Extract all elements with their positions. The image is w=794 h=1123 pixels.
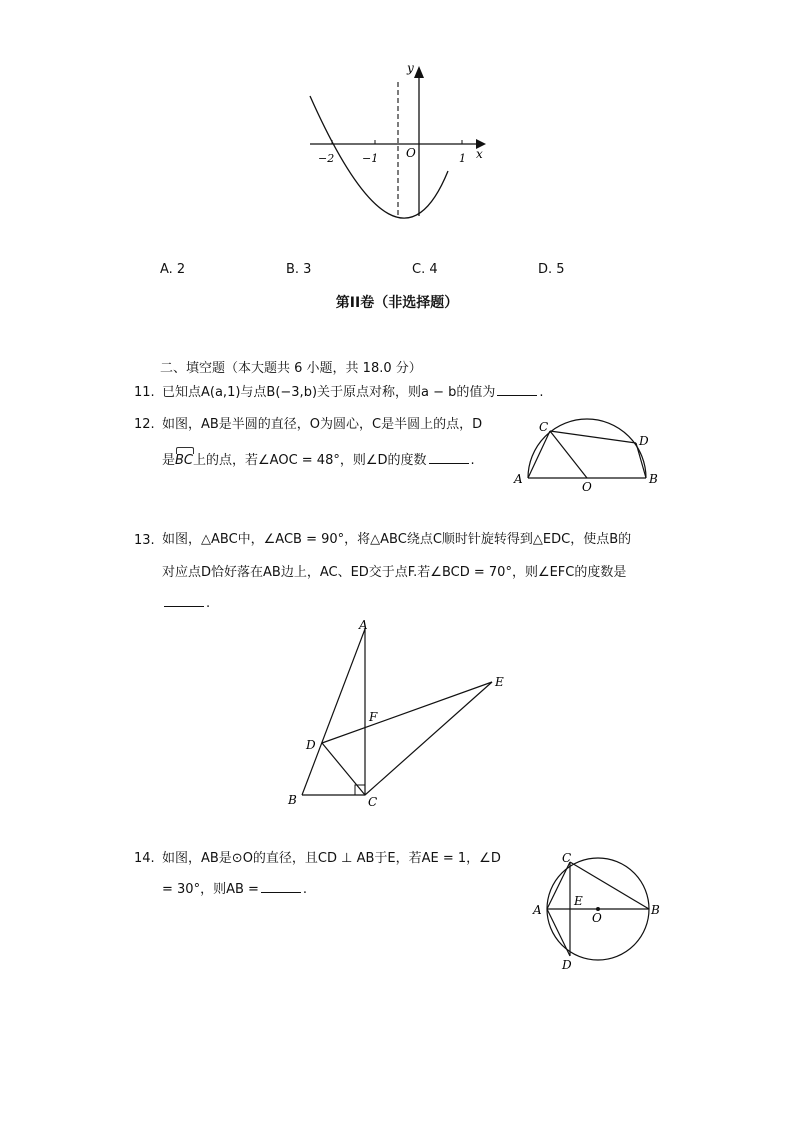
question-11-end: . (539, 385, 544, 400)
segment-ac (547, 862, 570, 909)
question-14-end: . (302, 882, 308, 897)
section-heading: 二、填空题（本大题共 6 小题，共 18.0 分） (160, 361, 422, 376)
choice-a[interactable]: A. 2 (160, 262, 186, 277)
label-c: C (539, 420, 549, 434)
arc-bc-notation: BC (175, 451, 193, 471)
segment-ec (365, 682, 492, 795)
question-11-text: 已知点A(a,1)与点B(−3,b)关于原点对称，则a − b的值为 (162, 385, 496, 400)
answer-blank-14[interactable] (261, 880, 301, 893)
segment-cd (550, 431, 636, 443)
label-b: B (651, 903, 660, 917)
segment-de (322, 682, 492, 743)
segment-db (636, 443, 646, 478)
arc-symbol-icon (176, 447, 194, 454)
segment-ab (302, 629, 365, 795)
question-12-suffix: 上的点，若∠AOC = 48°，则∠D的度数 (193, 453, 427, 468)
label-e: E (495, 675, 504, 689)
question-number-14: 14. (134, 851, 155, 866)
question-number-13: 13. (134, 533, 155, 548)
parabola-graph (300, 58, 500, 228)
origin-label: O (406, 146, 416, 160)
label-b: B (649, 472, 658, 486)
semicircle-figure (508, 415, 668, 495)
answer-blank-12[interactable] (429, 451, 469, 464)
question-13-line2: 对应点D恰好落在AB边上，AC、ED交于点F.若∠BCD = 70°，则∠EFC的度数是 (162, 565, 627, 580)
y-axis-arrow (414, 66, 424, 78)
question-13-line3 (162, 594, 210, 614)
question-12-line1: 如图，AB是半圆的直径，O为圆心，C是半圆上的点，D (162, 417, 483, 432)
label-e: E (574, 894, 583, 908)
tick-label-1: 1 (459, 152, 466, 165)
question-12-prefix: 是 (162, 453, 176, 468)
question-14-line2 (162, 880, 307, 900)
label-o: O (592, 911, 602, 925)
label-c: C (368, 795, 378, 809)
question-12-end: . (470, 453, 475, 468)
label-d: D (562, 958, 572, 972)
segment-ad (547, 909, 570, 956)
part-title: 第II卷（非选择题） (335, 295, 459, 311)
segment-oc (550, 431, 587, 478)
circle-figure (528, 848, 668, 973)
answer-blank-13[interactable] (164, 594, 204, 607)
y-axis-label: y (407, 61, 414, 75)
rotation-triangle-figure (280, 615, 520, 810)
tick-label-neg1: −1 (362, 152, 379, 165)
label-a: A (533, 903, 542, 917)
label-o: O (582, 480, 592, 494)
question-11 (162, 383, 544, 403)
x-axis-label: x (476, 147, 483, 161)
label-c: C (562, 851, 572, 865)
question-14-line1: 如图，AB是⊙O的直径，且CD ⊥ AB于E，若AE = 1，∠D (162, 851, 501, 866)
label-a: A (514, 472, 523, 486)
question-12-line2 (162, 451, 475, 471)
question-14-prefix: = 30°，则AB = (162, 882, 259, 897)
label-a: A (359, 618, 368, 632)
answer-blank-11[interactable] (497, 383, 537, 396)
question-13-end: . (206, 596, 211, 611)
segment-dc (322, 743, 365, 795)
tick-label-neg2: −2 (318, 152, 335, 165)
choice-c[interactable]: C. 4 (412, 262, 438, 277)
choice-b[interactable]: B. 3 (286, 262, 312, 277)
label-d: D (639, 434, 649, 448)
question-13-line1: 如图，△ABC中，∠ACB = 90°，将△ABC绕点C顺时针旋转得到△EDC，使点B的 (162, 532, 632, 547)
label-b: B (288, 793, 297, 807)
question-number-11: 11. (134, 385, 155, 400)
label-d: D (306, 738, 316, 752)
choice-d[interactable]: D. 5 (538, 262, 565, 277)
segment-ac (528, 431, 550, 478)
label-f: F (369, 710, 378, 724)
question-number-12: 12. (134, 417, 155, 432)
